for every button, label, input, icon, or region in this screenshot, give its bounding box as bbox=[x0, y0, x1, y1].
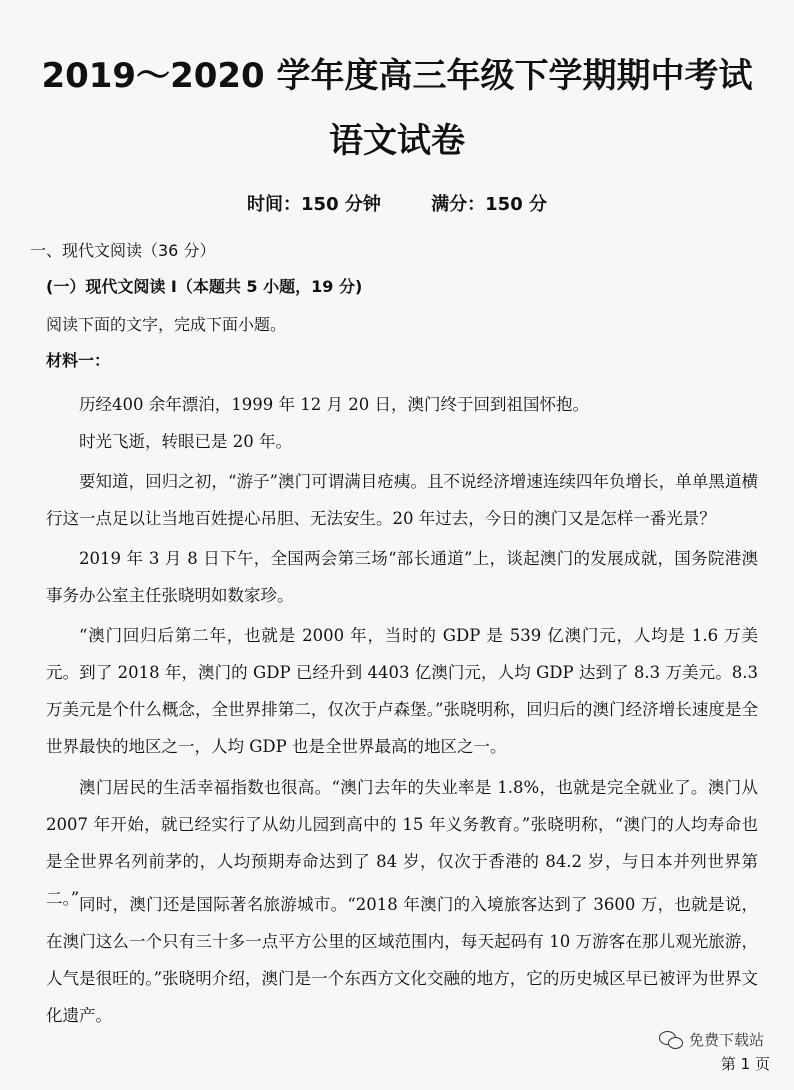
material-label: 材料一： bbox=[46, 351, 111, 370]
page-number: 第 1 页 bbox=[720, 1055, 770, 1073]
paragraph: 要知道，回归之初，“游子”澳门可谓满目疮痍。且不说经济增速连续四年负增长，单单黑道横行这一点足以让当地百姓提心吊胆、无法安生。20 年过去，今日的澳门又是怎样一番光景？ bbox=[46, 472, 758, 528]
paragraph: 2019 年 3 月 8 日下午，全国两会第三场“部长通道”上，谈起澳门的发展成就，国务院港澳事务办公室主任张晓明如数家珍。 bbox=[46, 549, 758, 605]
section-heading: 一、现代文阅读（36 分） bbox=[30, 241, 216, 260]
watermark-text: 免费下载站 bbox=[688, 1031, 764, 1049]
paragraph: “澳门回归后第二年，也就是 2000 年，当时的 GDP 是 539 亿澳门元，人均是 1.6 万美元。到了 2018 年，澳门的 GDP 已经升到 4403 亿澳门元，人均 GDP 达到了 8.3 万美元。8.3 万美元是个什么概念，全世界排第二，仅次于卢森堡。”张晓明称，回归后的澳门经济增长速度是全世界最快的地区之一，人均 GDP 也是全世界最高的地区之一。 bbox=[46, 626, 758, 756]
wechat-icon bbox=[659, 1031, 683, 1049]
reading-instruction: 阅读下面的文字，完成下面小题。 bbox=[46, 315, 287, 334]
exam-subtitle: 语文试卷 bbox=[329, 121, 465, 161]
exam-score: 满分：150 分 bbox=[431, 194, 547, 215]
paragraph: 澳门居民的生活幸福指数也很高。“澳门去年的失业率是 1.8%，也就是完全就业了。澳门从 2007 年开始，就已经实行了从幼儿园到高中的 15 年义务教育。”张晓明称，“澳门的人均寿命也是全世界名列前茅的，人均预期寿命达到了 84 岁，仅次于香港的 84.2 岁，与日本并列世界第二。” bbox=[46, 778, 758, 908]
paragraph: 历经400 余年漂泊，1999 年 12 月 20 日，澳门终于回到祖国怀抱。 bbox=[79, 395, 589, 414]
exam-title: 2019～2020 学年度高三年级下学期期中考试 bbox=[41, 56, 753, 96]
subsection-heading: (一）现代文阅读 I（本题共 5 小题，19 分) bbox=[46, 277, 363, 296]
exam-info bbox=[0, 190, 794, 216]
watermark bbox=[659, 1029, 764, 1050]
paragraph: 时光飞逝，转眼已是 20 年。 bbox=[79, 432, 292, 451]
exam-time: 时间：150 分钟 bbox=[247, 194, 381, 215]
paragraph: 同时，澳门还是国际著名旅游城市。“2018 年澳门的入境旅客达到了 3600 万，也就是说，在澳门这么一个只有三十多一点平方公里的区域范围内，每天起码有 10 万游客在那儿观光旅游，人气是很旺的。”张晓明介绍，澳门是一个东西方文化交融的地方，它的历史城区早已被评为世界文化遗产。 bbox=[46, 895, 758, 1025]
